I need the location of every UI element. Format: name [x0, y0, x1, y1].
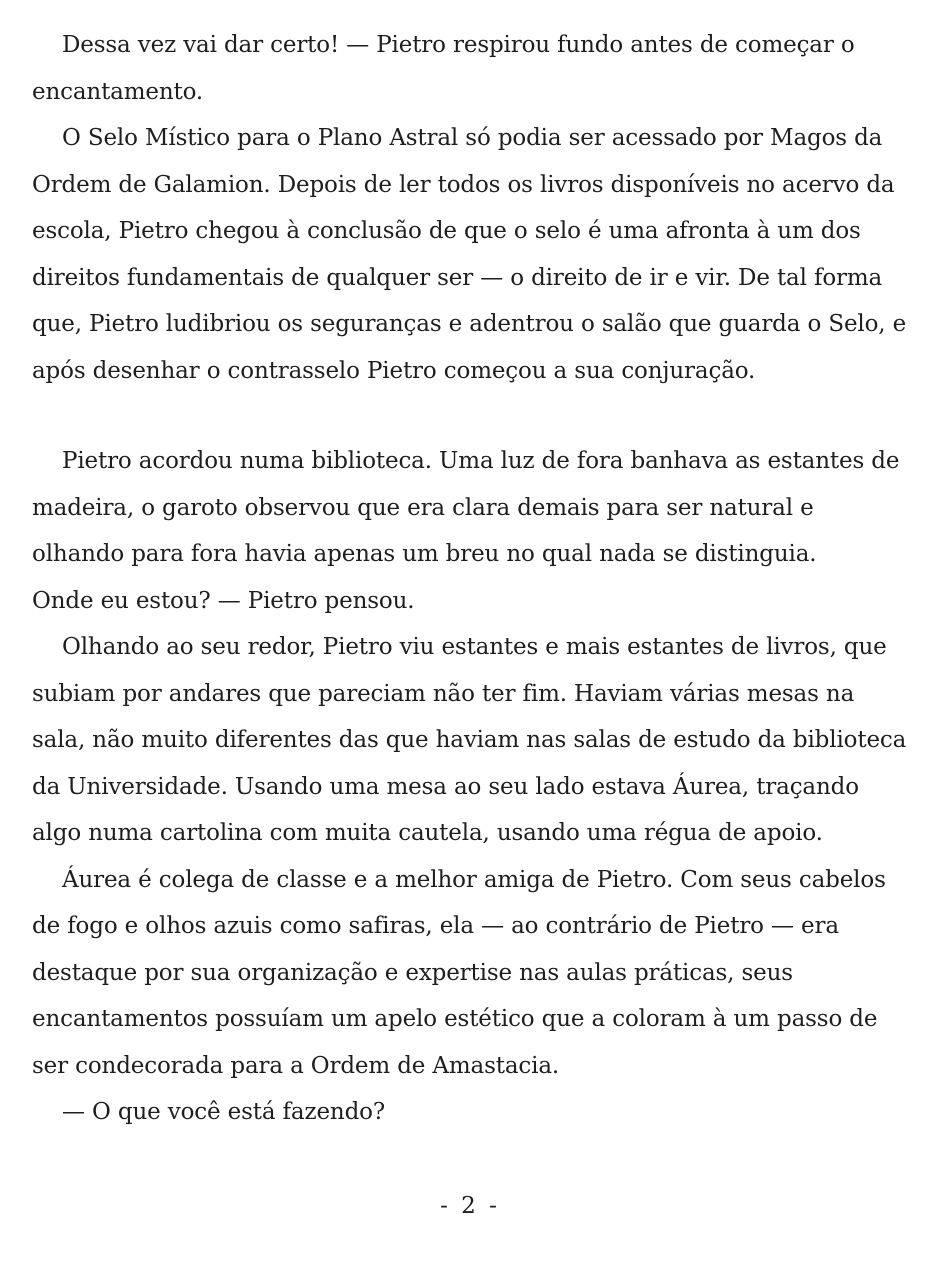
- paragraph-thought: Onde eu estou? — Pietro pensou.: [32, 587, 415, 614]
- page-number: - 2 -: [440, 1193, 500, 1219]
- paragraph: Pietro acordou numa biblioteca. Uma luz de fora banhava as estantes de madeira, o garoto observou que era clara demais para ser natural e olhando para fora havia apenas um breu no qual nada se distinguia.: [32, 448, 900, 567]
- paragraph: Áurea é colega de classe e a melhor amiga de Pietro. Com seus cabelos de fogo e olhos azuis como safiras, ela — ao contrário de Pietro — era destaque por sua organização e expertise nas aulas práticas, seus encantamentos possuíam um apelo estético que a coloram à um passo de ser condecorada para a Ordem de Amastacia.: [32, 866, 886, 1079]
- page-text: [32, 22, 908, 1136]
- section-break: [32, 394, 908, 438]
- paragraph: Dessa vez vai dar certo! — Pietro respirou fundo antes de começar o encantamento.: [32, 32, 855, 105]
- paragraph-dialogue: — O que você está fazendo?: [62, 1099, 386, 1125]
- paragraph: O Selo Místico para o Plano Astral só podia ser acessado por Magos da Ordem de Galamion. Depois de ler todos os livros disponíveis no acervo da escola, Pietro chegou à conclusão de que o selo é uma afronta à um dos direitos fundamentais de qualquer ser — o direito de ir e vir. De tal forma que, Pietro ludibriou os seguranças e adentrou o salão que guarda o Selo, e após desenhar o contrasselo Pietro começou a sua conjuração.: [32, 125, 907, 384]
- paragraph: Olhando ao seu redor, Pietro viu estantes e mais estantes de livros, que subiam por andares que pareciam não ter fim. Haviam várias mesas na sala, não muito diferentes das que haviam nas salas de estudo da biblioteca da Universidade. Usando uma mesa ao seu lado estava Áurea, traçando algo numa cartolina com muita cautela, usando uma régua de apoio.: [32, 634, 907, 846]
